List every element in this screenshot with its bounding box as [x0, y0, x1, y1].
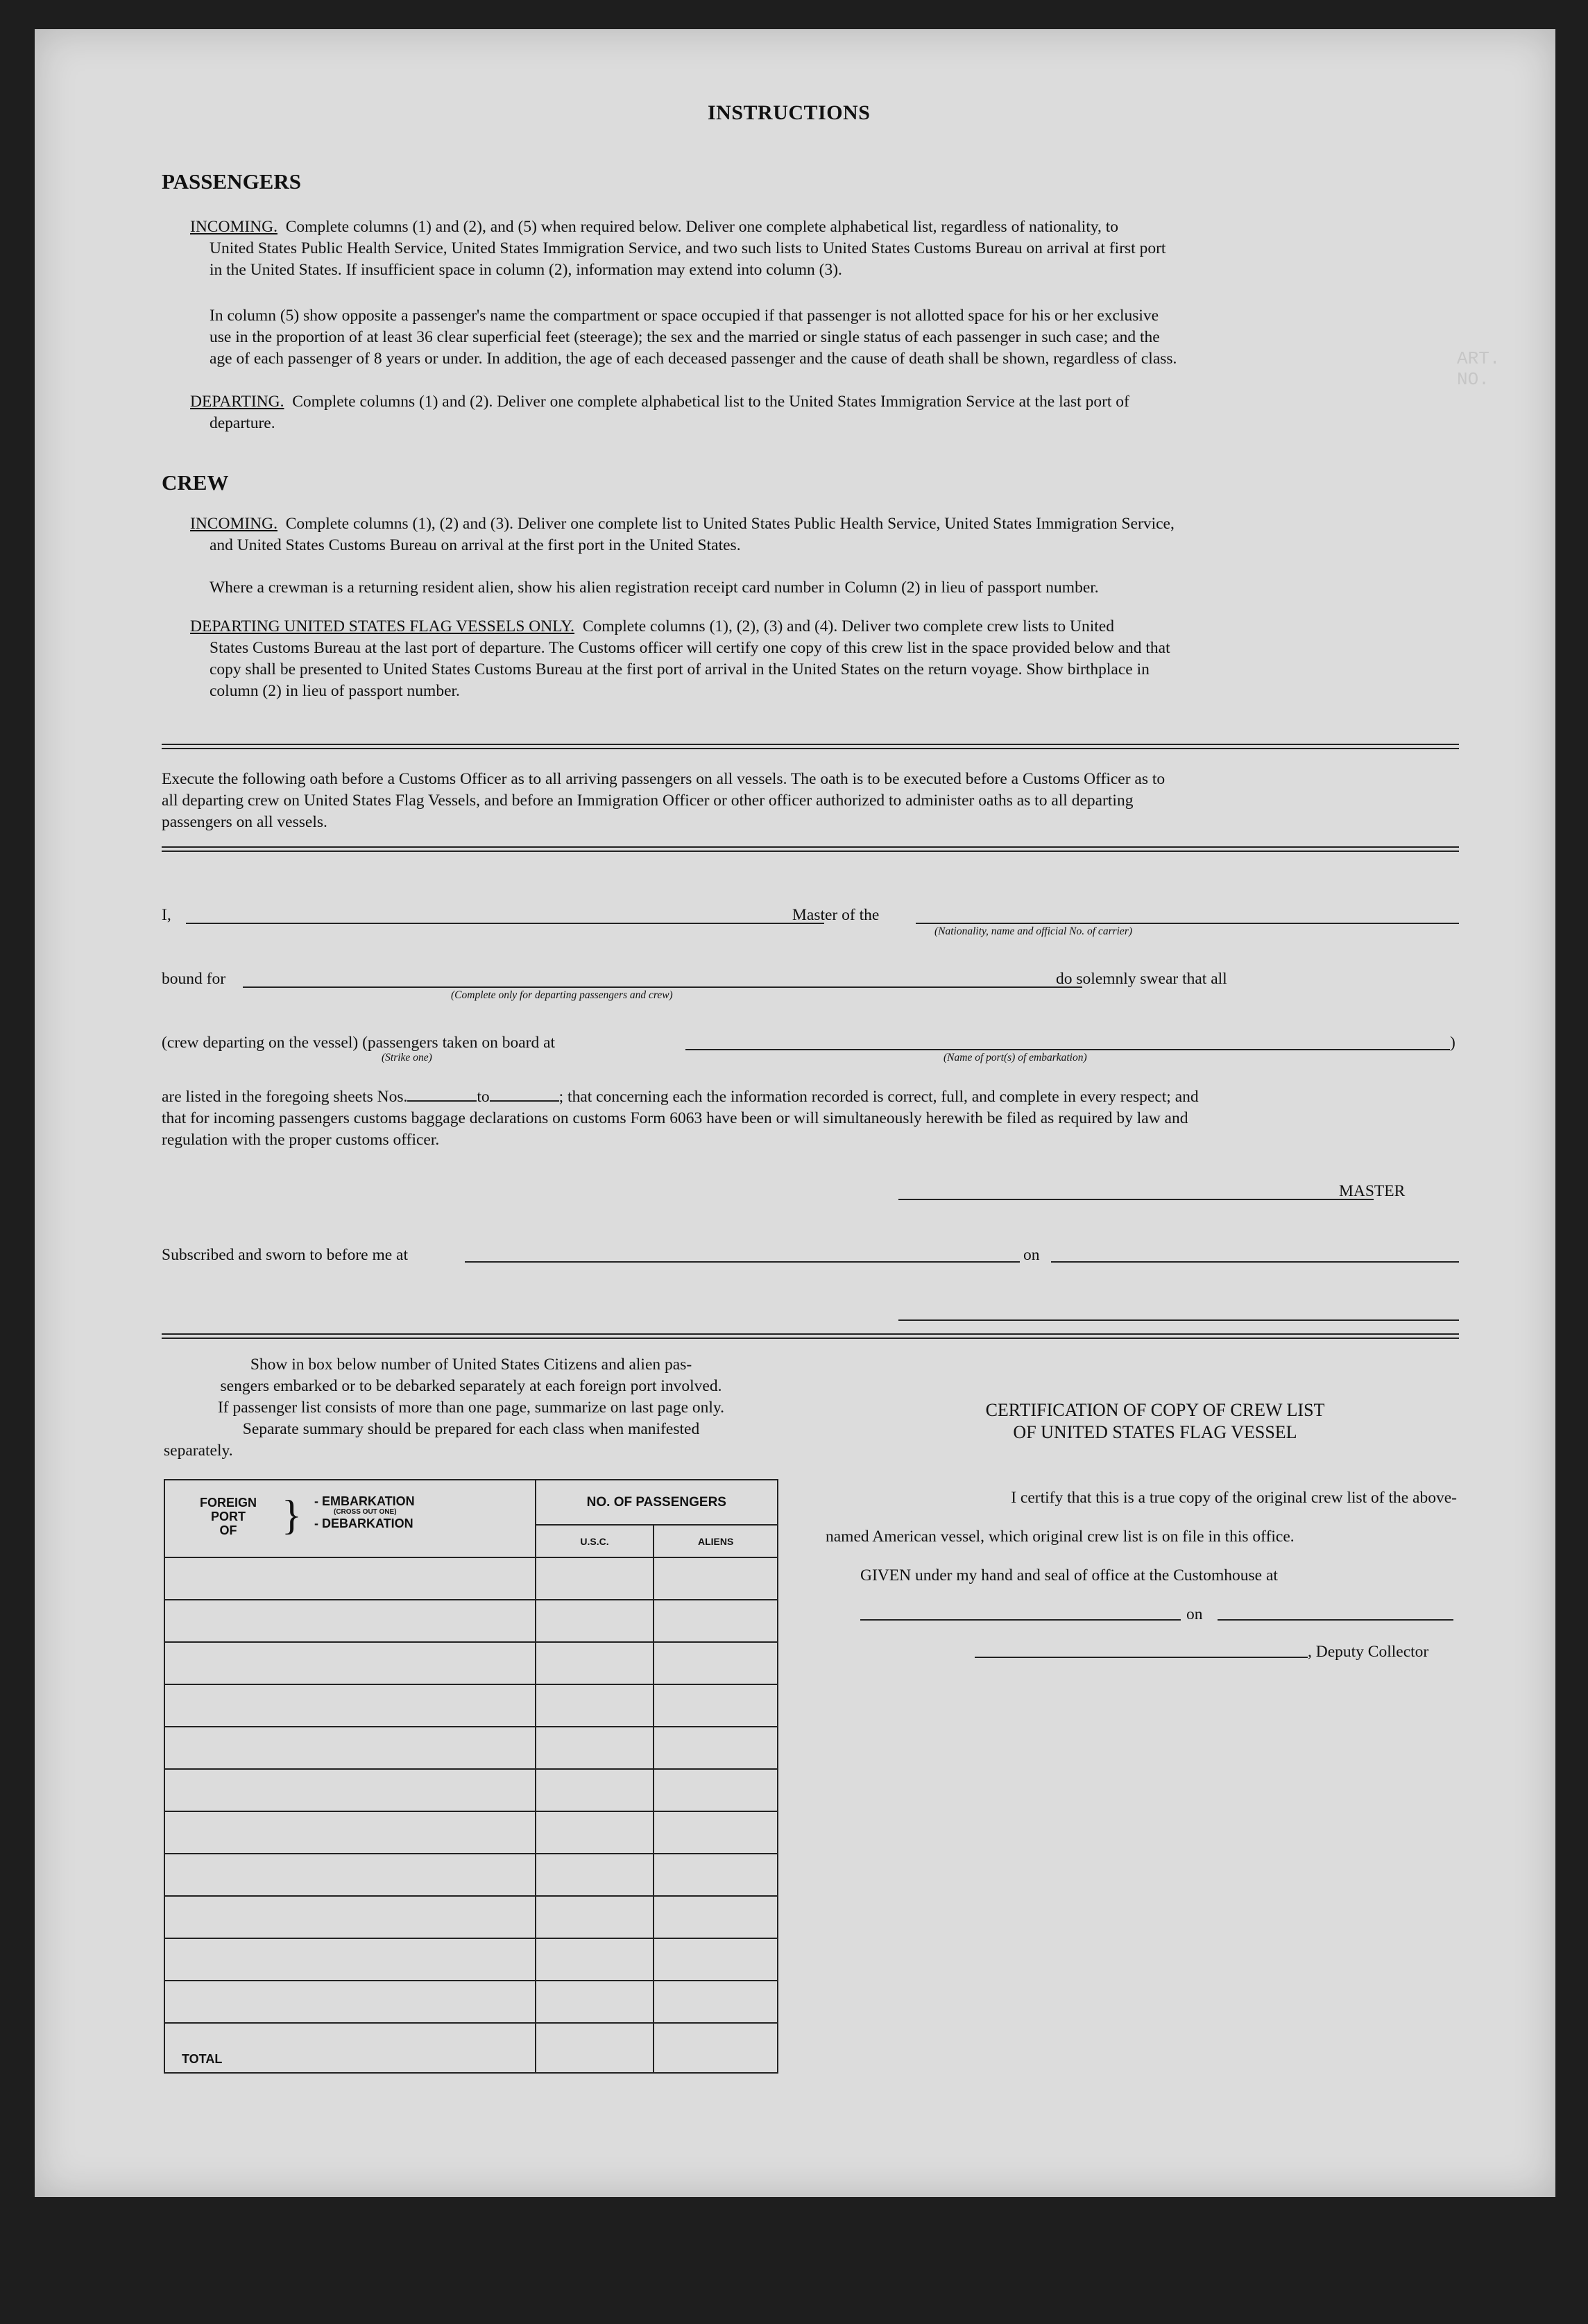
table-row [164, 1896, 778, 1938]
table-row [164, 1938, 778, 1981]
no-of-passengers-header: NO. OF PASSENGERS [536, 1480, 778, 1525]
total-row [164, 2023, 778, 2073]
table-row [164, 1769, 778, 1811]
crew-departing-line-3: copy shall be presented to United States Customs Bureau at the first port of arrival in the United States on the return voyage. Show birthplace in [210, 660, 1150, 678]
usc-cell[interactable] [536, 1727, 654, 1769]
port-cell[interactable] [164, 1642, 536, 1684]
subscribed-on-label: on [1023, 1246, 1040, 1264]
crew-departing-line-4: column (2) in lieu of passport number. [210, 682, 460, 700]
aliens-cell[interactable] [654, 1642, 778, 1684]
column5-line-1: In column (5) show opposite a passenger's name the compartment or space occupied if that passenger is not allotted space for his or her exclusive [210, 307, 1159, 325]
passengers-departing-line-1: Complete columns (1) and (2). Deliver one complete alphabetical list to the United States Immigration Service at the last port of [292, 393, 1129, 411]
listed-sheets-label: are listed in the foregoing sheets Nos. [162, 1088, 408, 1106]
close-paren: ) [1450, 1034, 1455, 1052]
port-cell[interactable] [164, 1854, 536, 1896]
total-label: TOTAL [164, 2023, 536, 2073]
passenger-summary-table [164, 1479, 778, 2074]
debarkation-label: - DEBARKATION [314, 1516, 413, 1530]
strike-one-caption: (Strike one) [382, 1052, 432, 1063]
solemnly-swear-label: do solemnly swear that all [1056, 970, 1227, 988]
bound-for-label: bound for [162, 970, 226, 988]
summary-line-3: If passenger list consists of more than one page, summarize on last page only. [217, 1399, 725, 1417]
crew-incoming-label: INCOMING. [190, 515, 278, 533]
aliens-cell[interactable] [654, 1557, 778, 1600]
total-usc-cell[interactable] [536, 2023, 654, 2073]
certification-title-line-1: CERTIFICATION OF COPY OF CREW LIST [985, 1400, 1325, 1420]
certification-title [853, 1399, 1457, 1444]
passengers-incoming-line-2: United States Public Health Service, United States Immigration Service, and two such lists to United States Customs Bureau on arrival at first port [210, 239, 1166, 257]
cross-out-label: (CROSS OUT ONE) [334, 1508, 397, 1516]
port-cell[interactable] [164, 1938, 536, 1981]
passengers-departing-line-2: departure. [210, 414, 275, 432]
divider-rule [162, 744, 1459, 745]
to-label: to [477, 1088, 490, 1106]
oath-intro-paragraph [162, 769, 1459, 833]
officer-signature-field[interactable] [898, 1292, 1459, 1321]
port-cell[interactable] [164, 1600, 536, 1642]
listed-line-2: that for incoming passengers customs baggage declarations on customs Form 6063 have been or will simultaneously herewith be filed as required by law and [162, 1109, 1188, 1127]
oath-i-label: I, [162, 906, 171, 924]
certify-line-2: named American vessel, which original crew list is on file in this office. [826, 1528, 1295, 1546]
divider-rule [162, 748, 1459, 749]
table-row [164, 1981, 778, 2023]
port-cell[interactable] [164, 1769, 536, 1811]
crew-heading: CREW [162, 470, 229, 495]
port-cell[interactable] [164, 1727, 536, 1769]
listed-sheets-continued: ; that concerning each the information recorded is correct, full, and complete in every respect; and [558, 1088, 1199, 1106]
page-title: INSTRUCTIONS [708, 101, 871, 124]
ports-caption: (Name of port(s) of embarkation) [944, 1052, 1087, 1063]
total-aliens-cell[interactable] [654, 2023, 778, 2073]
table-row [164, 1600, 778, 1642]
usc-cell[interactable] [536, 1769, 654, 1811]
usc-cell[interactable] [536, 1642, 654, 1684]
subscribed-date-field[interactable] [1051, 1229, 1459, 1263]
master-label: MASTER [1339, 1182, 1406, 1200]
aliens-cell[interactable] [654, 1684, 778, 1727]
aliens-cell[interactable] [654, 1769, 778, 1811]
usc-cell[interactable] [536, 1938, 654, 1981]
crew-departing-strike-label: (crew departing on the vessel) (passengers taken on board at [162, 1034, 556, 1052]
sheet-from-field[interactable] [407, 1085, 477, 1102]
master-of-the-label: Master of the [792, 906, 880, 924]
deputy-collector-label: , Deputy Collector [1308, 1643, 1429, 1661]
summary-line-2: sengers embarked or to be debarked separately at each foreign port involved. [220, 1377, 722, 1395]
master-name-field[interactable] [186, 886, 824, 924]
port-cell[interactable] [164, 1557, 536, 1600]
table-row [164, 1854, 778, 1896]
divider-rule [162, 1338, 1459, 1339]
embarkation-label: - EMBARKATION [314, 1494, 415, 1508]
passengers-heading: PASSENGERS [162, 169, 301, 194]
certify-line-1: I certify that this is a true copy of the original crew list of the above- [1011, 1489, 1457, 1507]
table-row [164, 1557, 778, 1600]
master-signature-field[interactable] [898, 1167, 1374, 1200]
usc-header: U.S.C. [536, 1525, 654, 1557]
port-cell[interactable] [164, 1896, 536, 1938]
carrier-field[interactable] [916, 886, 1459, 924]
passengers-column5-paragraph [210, 305, 1458, 370]
passengers-departing-paragraph [190, 391, 1460, 434]
summary-line-5: separately. [164, 1442, 233, 1460]
divider-rule [162, 851, 1459, 852]
form-page [35, 29, 1555, 2197]
divider-rule [162, 846, 1459, 848]
subscribed-at-field[interactable] [465, 1229, 1020, 1263]
usc-cell[interactable] [536, 1811, 654, 1854]
passengers-incoming-label: INCOMING. [190, 218, 278, 236]
subscribed-label: Subscribed and sworn to before me at [162, 1246, 409, 1264]
oath-intro-line-2: all departing crew on United States Flag Vessels, and before an Immigration Officer or other officer authorized to administer oaths as to all departing [162, 792, 1134, 810]
customhouse-field[interactable] [860, 1596, 1181, 1621]
complete-only-caption: (Complete only for departing passengers and crew) [451, 989, 673, 1001]
table-row [164, 1727, 778, 1769]
port-label: PORT [211, 1510, 246, 1523]
divider-rule [162, 1333, 1459, 1335]
foreign-label: FOREIGN [200, 1496, 257, 1510]
aliens-cell[interactable] [654, 1896, 778, 1938]
certification-date-field[interactable] [1218, 1596, 1453, 1621]
port-of-embarkation-field[interactable] [685, 1014, 1450, 1050]
summary-line-1: Show in box below number of United States Citizens and alien pas- [250, 1356, 692, 1374]
of-label: OF [219, 1523, 237, 1537]
crew-departing-paragraph [190, 616, 1460, 702]
aliens-header: ALIENS [654, 1525, 778, 1557]
bleed-through-art-no: ART. NO. [1457, 348, 1501, 390]
port-cell[interactable] [164, 1684, 536, 1727]
aliens-cell[interactable] [654, 1811, 778, 1854]
sheet-to-field[interactable] [490, 1085, 559, 1102]
listed-line-3: regulation with the proper customs officer. [162, 1131, 440, 1149]
crew-departing-line-2: States Customs Bureau at the last port of departure. The Customs officer will certify one copy of this crew list in the space provided below and that [210, 639, 1170, 657]
passengers-incoming-paragraph [190, 216, 1460, 281]
usc-cell[interactable] [536, 1981, 654, 2023]
table-row [164, 1684, 778, 1727]
certification-title-line-2: OF UNITED STATES FLAG VESSEL [1013, 1422, 1297, 1442]
aliens-cell[interactable] [654, 1727, 778, 1769]
usc-cell[interactable] [536, 1600, 654, 1642]
passengers-incoming-line-3: in the United States. If insufficient space in column (2), information may extend into column (3). [210, 261, 842, 279]
certification-on-label: on [1186, 1605, 1203, 1623]
usc-cell[interactable] [536, 1896, 654, 1938]
passengers-incoming-line-1: Complete columns (1) and (2), and (5) when required below. Deliver one complete alphabetical list, regardless of nationality, to [285, 218, 1119, 236]
nationality-caption: (Nationality, name and official No. of carrier) [934, 925, 1133, 937]
crew-incoming-paragraph [190, 513, 1460, 556]
foreign-port-header [164, 1480, 536, 1557]
summary-instructions [164, 1354, 778, 1462]
crew-incoming-line-2: and United States Customs Bureau on arrival at the first port in the United States. [210, 536, 741, 554]
given-under-label: GIVEN under my hand and seal of office at the Customhouse at [860, 1566, 1278, 1584]
aliens-cell[interactable] [654, 1938, 778, 1981]
crew-departing-line-1: Complete columns (1), (2), (3) and (4). Deliver two complete crew lists to United [582, 617, 1114, 635]
table-row [164, 1642, 778, 1684]
aliens-cell[interactable] [654, 1600, 778, 1642]
crew-resident-alien-note: Where a crewman is a returning resident alien, show his alien registration receipt card number in Column (2) in lieu of passport number. [210, 579, 1099, 597]
deputy-collector-signature-field[interactable] [975, 1633, 1308, 1658]
port-cell[interactable] [164, 1981, 536, 2023]
aliens-cell[interactable] [654, 1854, 778, 1896]
oath-intro-line-3: passengers on all vessels. [162, 813, 327, 831]
brace-glyph: } [282, 1492, 302, 1538]
column5-line-2: use in the proportion of at least 36 clear superficial feet (steerage); the sex and the married or single status of each passenger in such case; and the [210, 328, 1160, 346]
port-cell[interactable] [164, 1811, 536, 1854]
oath-listed-paragraph [162, 1085, 1459, 1151]
column5-line-3: age of each passenger of 8 years or under. In addition, the age of each deceased passenger and the cause of death shall be shown, regardless of class. [210, 350, 1177, 368]
table-row [164, 1811, 778, 1854]
crew-incoming-line-1: Complete columns (1), (2) and (3). Deliver one complete list to United States Public Health Service, United States Immigration Service, [285, 515, 1175, 533]
oath-intro-line-1: Execute the following oath before a Customs Officer as to all arriving passengers on all vessels. The oath is to be executed before a Customs Officer as to [162, 770, 1166, 788]
usc-cell[interactable] [536, 1684, 654, 1727]
usc-cell[interactable] [536, 1557, 654, 1600]
passengers-departing-label: DEPARTING. [190, 393, 284, 411]
summary-line-4: Separate summary should be prepared for each class when manifested [242, 1420, 700, 1438]
usc-cell[interactable] [536, 1854, 654, 1896]
aliens-cell[interactable] [654, 1981, 778, 2023]
bound-for-field[interactable] [243, 952, 1082, 988]
crew-departing-label: DEPARTING UNITED STATES FLAG VESSELS ONLY. [190, 617, 575, 635]
